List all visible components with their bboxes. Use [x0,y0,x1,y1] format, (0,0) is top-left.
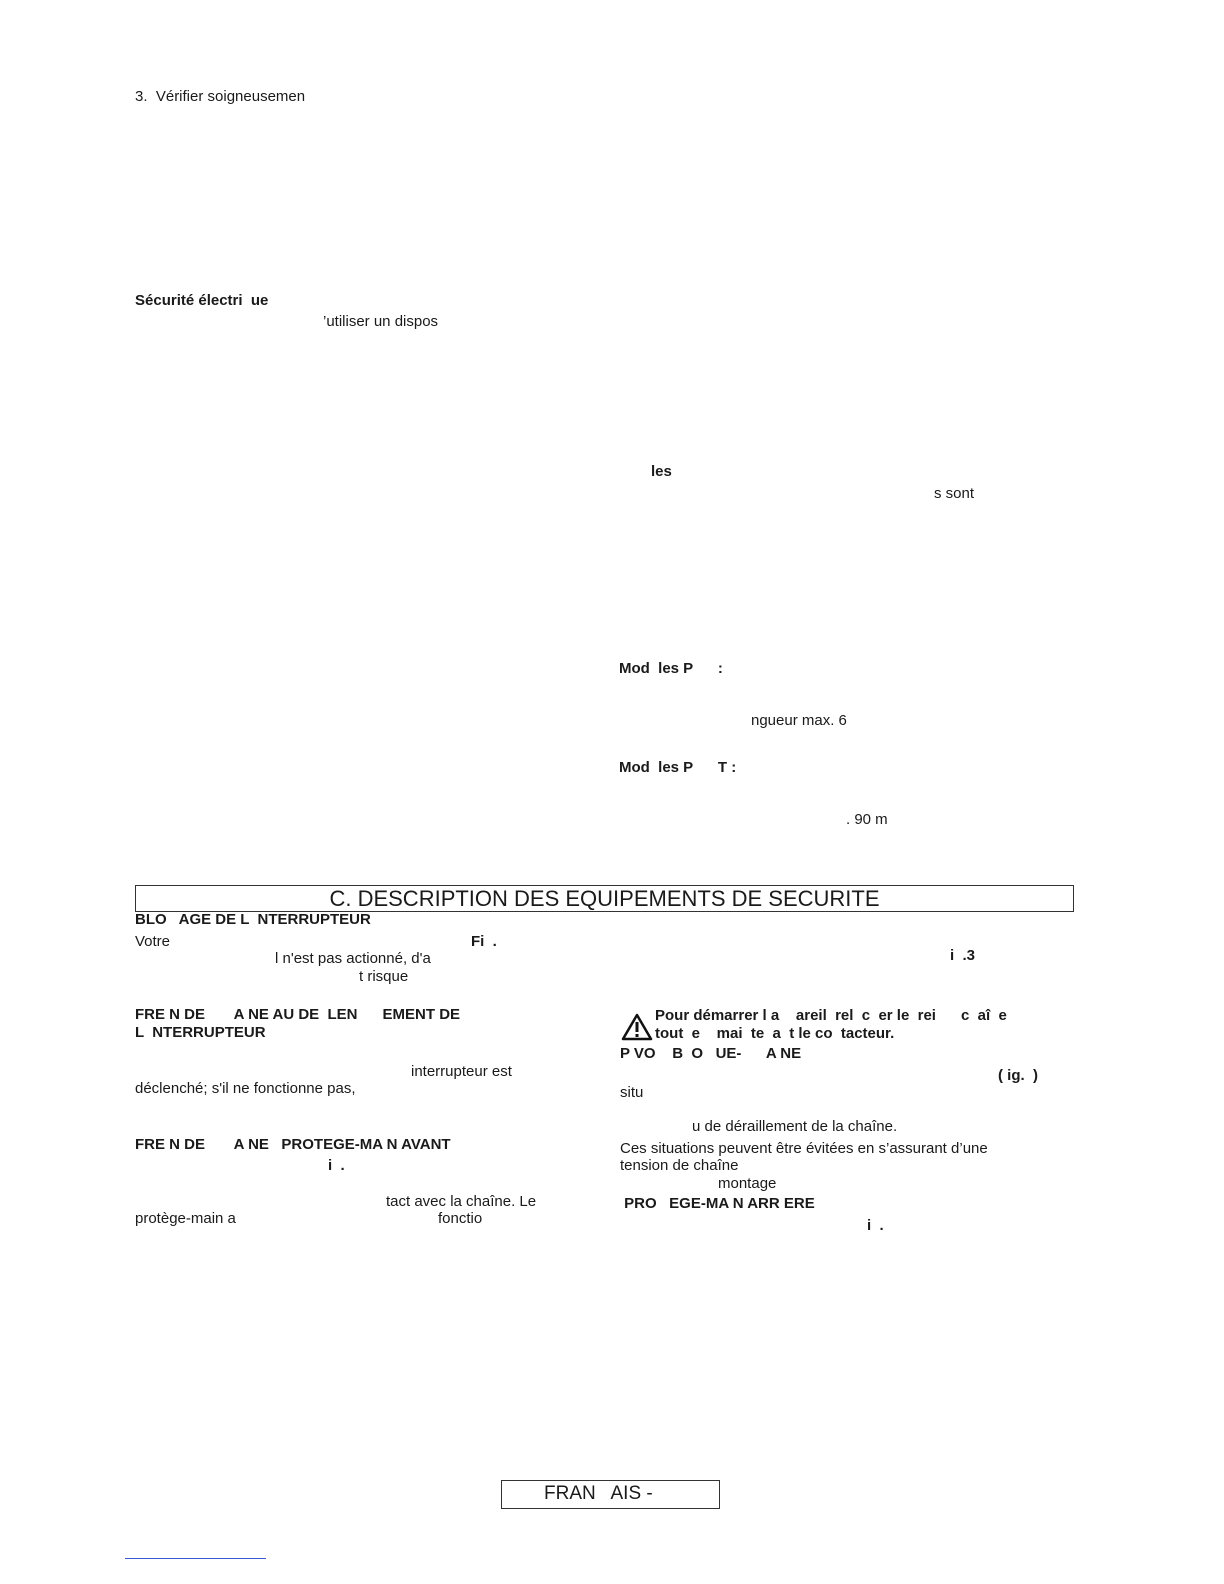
switch-brake-heading-2: L NTERRUPTEUR [135,1024,266,1041]
switch-lock-fig-ref: Fi . [471,933,497,950]
switch-lock-line-2: l n'est pas actionné, d'a [275,950,431,967]
front-guard-brake-fig: i . [328,1157,345,1174]
rear-guard-fig: i . [867,1217,884,1234]
max-length-text: ngueur max. 6 [751,712,847,729]
pivot-situ: situ [620,1084,644,1101]
warning-triangle-icon [621,1013,653,1041]
sont-text: s sont [934,485,975,502]
warning-line-1: Pour démarrer l a areil rel c er le rei c aî e [655,1007,1007,1024]
electrical-safety-heading: Sécurité électri ue [135,292,269,309]
section-title: C. DESCRIPTION DES EQUIPEMENTS DE SECURITE [329,886,880,911]
switch-lock-votre: Votre [135,933,171,950]
pivot-heading: P VO B O UE- A NE [620,1045,802,1062]
length-90-text: . 90 m [846,811,888,828]
switch-brake-line-1: interrupteur est [411,1063,512,1080]
page-footer-box [501,1480,720,1509]
pivot-line-2: tension de chaîne [620,1157,739,1174]
front-guard-brake-heading: FRE N DE A NE PROTEGE-MA N AVANT [135,1136,451,1153]
switch-lock-line-3: t risque [359,968,409,985]
switch-lock-fig-3: i .3 [950,947,976,964]
models-heading-2: Mod les P T : [619,759,737,776]
pivot-derail: u de déraillement de la chaîne. [692,1118,898,1135]
models-heading-1: Mod les P : [619,660,723,677]
electrical-safety-text: ’utiliser un dispos [323,313,439,330]
item-3-text: 3. Vérifier soigneusemen [135,88,306,105]
rear-guard-heading: PRO EGE-MA N ARR ERE [620,1195,815,1212]
link-underline[interactable] [125,1558,266,1559]
front-guard-brake-line-1: tact avec la chaîne. Le [386,1193,537,1210]
les-heading: les [651,463,672,480]
pivot-line-1: Ces situations peuvent être évitées en s’assurant d’une [620,1140,988,1157]
front-guard-brake-line-2a: protège-main a [135,1210,236,1227]
front-guard-brake-line-2b: fonctio [438,1210,483,1227]
switch-lock-heading: BLO AGE DE L NTERRUPTEUR [135,911,371,928]
section-title-box [135,885,1074,912]
warning-line-2: tout e mai te a t le co tacteur. [655,1025,895,1042]
switch-brake-heading-1: FRE N DE A NE AU DE LEN EMENT DE [135,1006,461,1023]
pivot-montage: montage [718,1175,777,1192]
switch-brake-line-2: déclenché; s'il ne fonctionne pas, [135,1080,356,1097]
pivot-fig: ( ig. ) [998,1067,1038,1084]
page-footer-label: FRAN AIS - [544,1483,653,1504]
